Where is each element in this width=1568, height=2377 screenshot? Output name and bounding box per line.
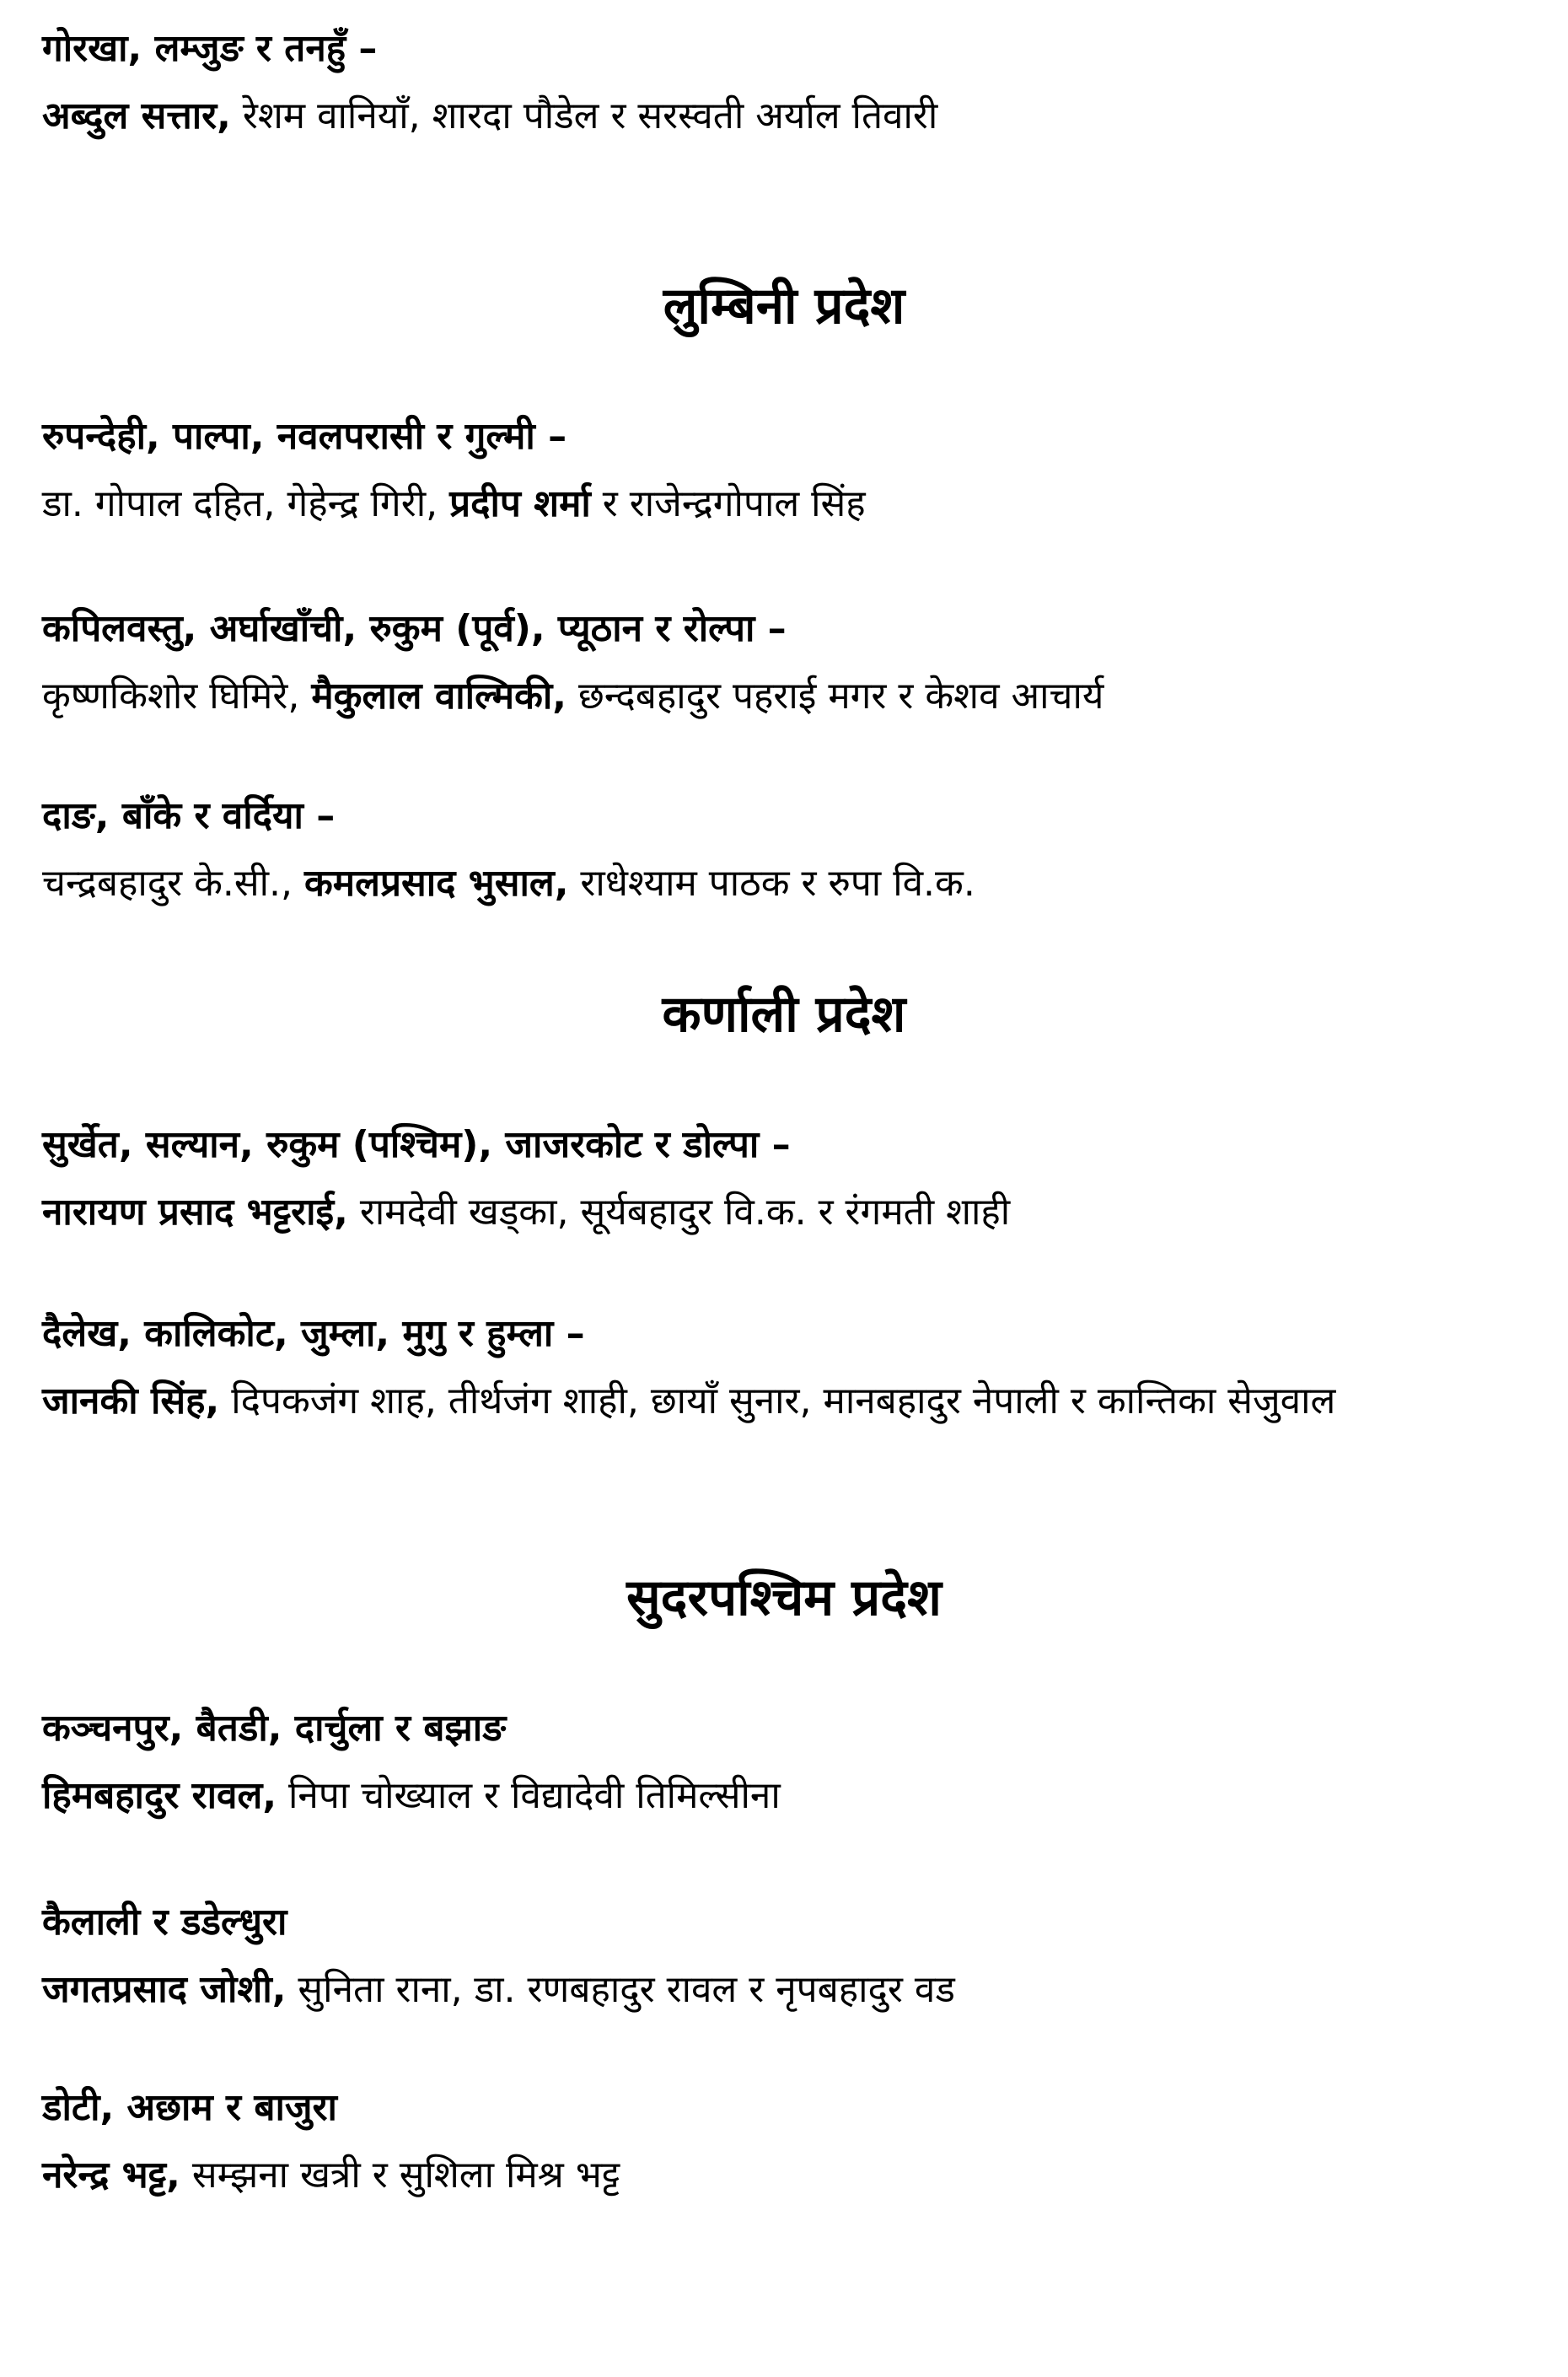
lead-member-name: जगतप्रसाद जोशी, [42,1968,287,2011]
district-group-doti [42,2074,1551,2209]
lead-member-name: नारायण प्रसाद भट्टराई, [42,1191,348,1234]
district-list: सुर्खेत, सल्यान, रुकुम (पश्चिम), जाजरकोट र डोल्पा – [42,1123,791,1166]
other-members: कृष्णकिशोर घिमिरे, [42,675,312,718]
member-list [42,1179,1551,1246]
member-list [42,1956,1551,2024]
other-members: सुनिता राना, डा. रणबहादुर रावल र नृपबहादुर वड [286,1968,955,2011]
district-group-kapilvastu [42,595,1551,730]
member-list [42,471,1551,538]
member-list [42,850,1551,917]
district-list: डोटी, अछाम र बाजुरा [42,2086,337,2129]
member-list [42,663,1551,730]
lead-member-name: अब्दुल सत्तार, [42,94,231,137]
member-list [42,1762,1551,1830]
district-group-surkhet [42,1111,1551,1246]
lead-member-name: मैकुलाल वाल्मिकी, [311,675,567,718]
other-members: निपा चोख्याल र विद्यादेवी तिमिल्सीना [277,1774,781,1817]
district-group-kailali [42,1889,1551,2024]
province-heading-lumbini: लुम्बिनी प्रदेश [663,277,905,336]
district-group-gorkha [42,15,1551,150]
other-members-after: छन्दबहादुर पहराई मगर र केशव आचार्य [566,675,1104,718]
other-members: डा. गोपाल दहित, गेहेन्द्र गिरी, [42,482,450,525]
district-group-kanchanpur [42,1695,1551,1830]
district-list: दैलेख, कालिकोट, जुम्ला, मुगु र हुम्ला – [42,1312,585,1355]
other-members: सम्झना खत्री र सुशिला मिश्र भट्ट [180,2154,620,2197]
province-heading-karnali: कर्णाली प्रदेश [662,985,906,1044]
district-group-dailekh [42,1300,1551,1435]
district-list: कैलाली र डडेल्धुरा [42,1901,287,1944]
lead-member-name: प्रदीप शर्मा [449,482,591,525]
other-members-after: र राजेन्द्रगोपाल सिंह [590,482,866,525]
other-members: रेशम वानियाँ, शारदा पौडेल र सरस्वती अर्याल तिवारी [230,94,938,137]
district-group-rupandehi [42,403,1551,538]
lead-member-name: नरेन्द्र भट्ट, [42,2154,180,2197]
lead-member-name: कमलप्रसाद भुसाल, [304,862,569,905]
province-heading-sudurpashchim: सुदरपश्चिम प्रदेश [626,1568,942,1627]
other-members: दिपकजंग शाह, तीर्थजंग शाही, छायाँ सुनार, मानबहादुर नेपाली र कान्तिका सेजुवाल [219,1379,1336,1422]
lead-member-name: जानकी सिंह, [42,1379,220,1422]
district-list: रुपन्देही, पाल्पा, नवलपरासी र गुल्मी – [42,415,567,458]
lead-member-name: हिमबहादुर रावल, [42,1774,277,1817]
district-list: गोरखा, लम्जुङ र तनहुँ – [42,27,378,70]
other-members: चन्द्रबहादुर के.सी., [42,862,305,905]
district-list: दाङ, बाँके र वर्दिया – [42,794,336,837]
member-list [42,83,1551,150]
member-list [42,1368,1551,1435]
district-group-dang [42,782,1551,917]
district-list: कञ्चनपुर, बैतडी, दार्चुला र बझाङ [42,1707,507,1750]
other-members: रामदेवी खड्का, सूर्यबहादुर वि.क. र रंगमती शाही [347,1191,1011,1234]
other-members-after: राधेश्याम पाठक र रुपा वि.क. [568,862,975,905]
district-list: कपिलवस्तु, अर्घाखाँची, रुकुम (पूर्व), प्यूठान र रोल्पा – [42,607,787,650]
member-list [42,2142,1551,2209]
